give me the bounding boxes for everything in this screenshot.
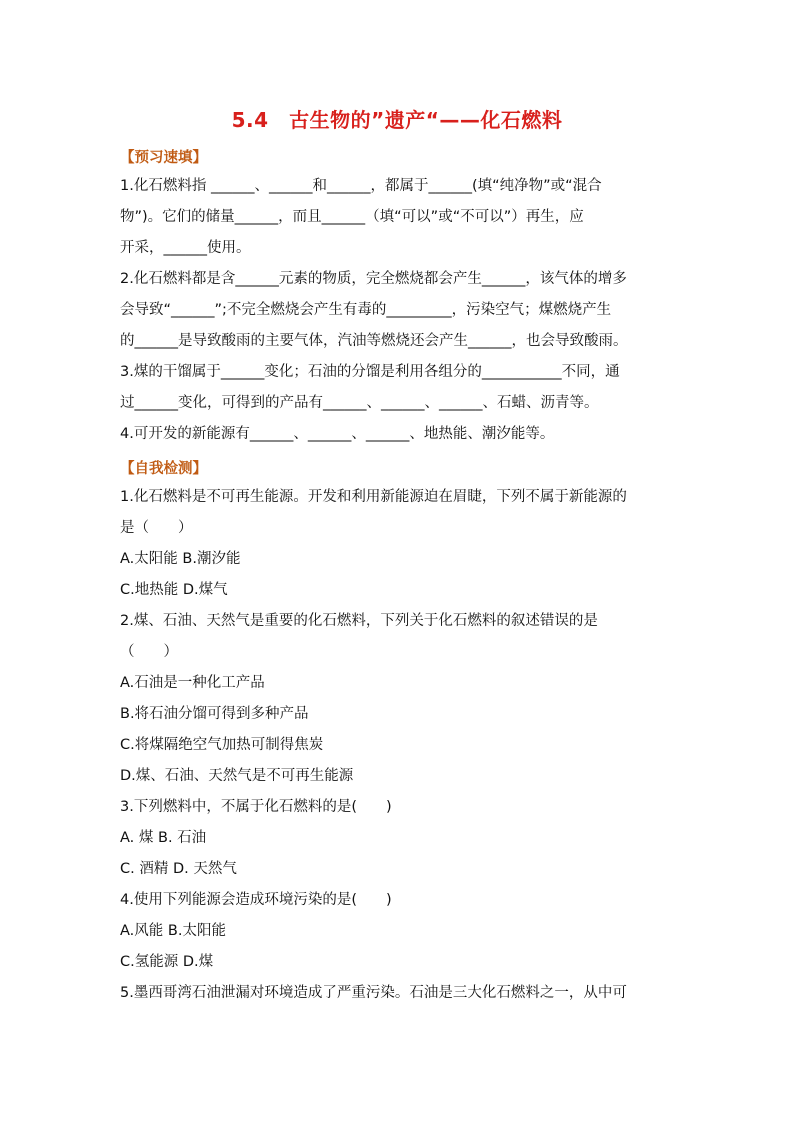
answer-option: C.将煤隔绝空气加热可制得焦炭 [120,737,324,753]
answer-option: C.氢能源 D.煤 [120,954,214,970]
preview-line: 4.可开发的新能源有______、______、______、地热能、潮汐能等。 [120,426,555,442]
question-text: 5.墨西哥湾石油泄漏对环境造成了严重污染。石油是三大化石燃料之一，从中可 [120,985,627,1001]
question-text: 3.下列燃料中，不属于化石燃料的是( ) [120,799,392,815]
answer-option: C.地热能 D.煤气 [120,582,228,598]
preview-line: 会导致“______”;不完全燃烧会产生有毒的_________，污染空气；煤燃烧产生 [120,302,612,318]
preview-heading: 【预习速填】 [120,150,207,166]
preview-line: 开采，______使用。 [120,240,251,256]
preview-line: 3.煤的干馏属于______变化；石油的分馏是利用各组分的___________不同，通 [120,364,620,380]
question-text: 是（ ） [120,520,193,536]
question-4 [120,885,676,978]
answer-option: A.石油是一种化工产品 [120,675,265,691]
page-title: 5.4 古生物的”遗产“——化石燃料 [231,108,563,132]
answer-option: A.太阳能 B.潮汐能 [120,551,241,567]
question-5 [120,978,676,1009]
selftest-heading: 【自我检测】 [120,461,207,477]
question-text: 4.使用下列能源会造成环境污染的是( ) [120,892,392,908]
selftest-questions [120,482,676,1009]
question-text: （ ） [120,644,178,660]
preview-line: 物”)。它们的储量______，而且______（填“可以”或“不可以”）再生，应 [120,209,584,225]
preview-line: 过______变化，可得到的产品有______、______、______、石蜡、沥青等。 [120,395,599,411]
preview-line: 1.化石燃料指 ______、______和______，都属于______(填“纯净物”或“混合 [120,178,602,194]
answer-option: A.风能 B.太阳能 [120,923,226,939]
question-3 [120,792,676,885]
preview-fill-blanks [120,171,676,450]
question-2 [120,606,676,792]
preview-line: 2.化石燃料都是含______元素的物质，完全燃烧都会产生______，该气体的增多 [120,271,627,287]
answer-option: C. 酒精 D. 天然气 [120,861,237,877]
answer-option: B.将石油分馏可得到多种产品 [120,706,309,722]
question-text: 2.煤、石油、天然气是重要的化石燃料，下列关于化石燃料的叙述错误的是 [120,613,598,629]
preview-line: 的______是导致酸雨的主要气体，汽油等燃烧还会产生______，也会导致酸雨。 [120,333,628,349]
answer-option: A. 煤 B. 石油 [120,830,207,846]
question-text: 1.化石燃料是不可再生能源。开发和利用新能源迫在眉睫，下列不属于新能源的 [120,489,627,505]
answer-option: D.煤、石油、天然气是不可再生能源 [120,768,354,784]
question-1 [120,482,676,606]
